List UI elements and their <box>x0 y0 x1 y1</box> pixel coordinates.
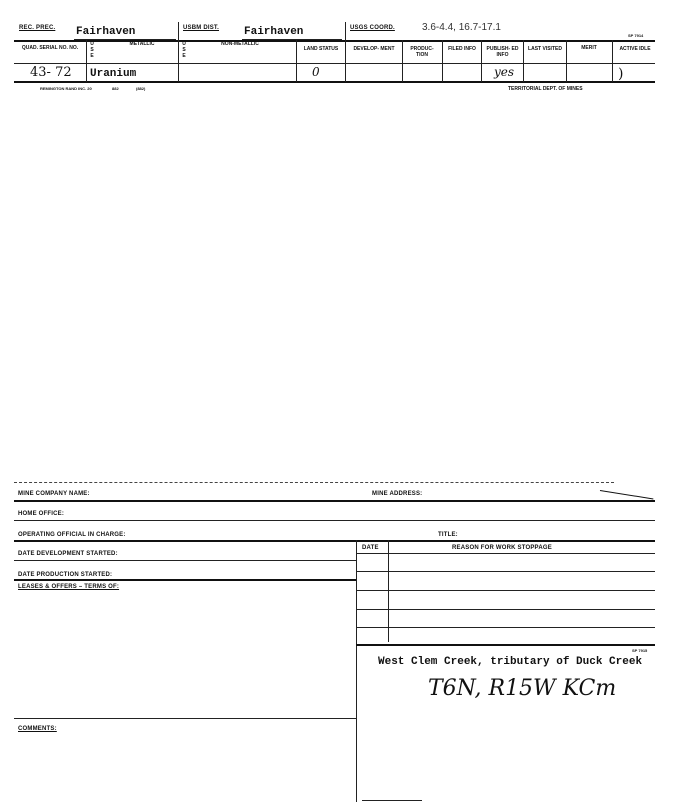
col-quad-serial: QUAD. SERIAL NO. NO. <box>21 45 79 51</box>
printer-code-2: (882) <box>136 86 146 91</box>
record-metallic: Uranium <box>90 68 137 80</box>
usgs-coord-value: 3.6-4.4, 16.7-17.1 <box>422 22 501 33</box>
record-quad-serial: 43- 72 <box>30 65 72 80</box>
col-production: PRODUC- TION <box>410 46 434 58</box>
col-divider <box>612 40 613 82</box>
usgs-coord-label: USGS COORD. <box>350 25 395 31</box>
pen-stroke <box>600 490 653 499</box>
stoppage-row-line <box>356 627 655 628</box>
back-line-comments <box>14 718 356 719</box>
stoppage-reason-header: REASON FOR WORK STOPPAGE <box>452 545 552 551</box>
col-nonmetallic: NON-METALLIC <box>221 41 259 47</box>
usbm-dist-label: USBM DIST. <box>183 25 220 31</box>
col-merit: MERIT <box>581 45 597 51</box>
stoppage-date-header: DATE <box>362 545 379 551</box>
col-development: DEVELOP- MENT <box>353 46 395 52</box>
col-divider <box>523 40 524 82</box>
stoppage-row-line <box>356 571 655 572</box>
comments-label: COMMENTS: <box>18 726 57 732</box>
col-divider <box>296 40 297 82</box>
location-typed: West Clem Creek, tributary of Duck Creek <box>378 656 643 668</box>
leases-label: LEASES & OFFERS – TERMS OF: <box>18 584 120 590</box>
record-land-status: 0 <box>312 65 320 79</box>
bottom-stub-line <box>362 800 422 801</box>
col-divider <box>178 22 179 82</box>
form-number-back: SP 7915 <box>632 648 648 653</box>
location-handwritten: T6N, R15W KCm <box>428 676 617 701</box>
mine-address-label: MINE ADDRESS: <box>372 491 423 497</box>
col-active-idle: ACTIVE IDLE <box>619 46 651 52</box>
col-divider <box>402 40 403 82</box>
back-line-1 <box>14 500 655 502</box>
col-divider <box>481 40 482 82</box>
table-top-line <box>14 40 655 42</box>
usbm-dist-value: Fairhaven <box>244 26 304 38</box>
col-published-info: PUBLISH- ED INFO <box>486 46 519 58</box>
title-label: TITLE: <box>438 532 458 538</box>
rec-prec-label: REC. PREC. <box>19 25 56 31</box>
col-nonmetallic-prefix: U S E <box>182 41 186 59</box>
department-label: TERRITORIAL DEPT. OF MINES <box>508 86 583 92</box>
table-header-bottom-line <box>14 63 655 64</box>
back-top-dashed-line <box>14 482 614 483</box>
home-office-label: HOME OFFICE: <box>18 511 65 517</box>
form-number-top: SP 7914 <box>628 33 644 38</box>
record-published-info: yes <box>494 65 515 79</box>
printer-label: REMINGTON RAND INC. 20 <box>40 86 92 91</box>
date-development-label: DATE DEVELOPMENT STARTED: <box>18 551 118 557</box>
col-divider <box>442 40 443 82</box>
back-line-2 <box>14 520 655 521</box>
back-line-3 <box>14 540 655 542</box>
col-land-status: LAND STATUS <box>303 46 339 52</box>
col-divider <box>345 22 346 82</box>
stoppage-row-line <box>356 609 655 610</box>
stoppage-row-line <box>356 590 655 591</box>
col-filed-info: FILED INFO <box>448 46 476 52</box>
operating-official-label: OPERATING OFFICIAL IN CHARGE: <box>18 532 126 538</box>
mine-company-name-label: MINE COMPANY NAME: <box>18 491 90 497</box>
date-production-label: DATE PRODUCTION STARTED: <box>18 572 113 578</box>
stoppage-left-border <box>356 540 357 802</box>
table-bottom-line <box>14 81 655 83</box>
back-line-4 <box>14 560 356 561</box>
col-metallic-prefix: U S E <box>90 41 94 59</box>
col-divider <box>566 40 567 82</box>
rec-prec-value: Fairhaven <box>76 26 136 38</box>
col-last-visited: LAST VISITED <box>528 46 562 52</box>
col-metallic: METALLIC <box>129 41 155 47</box>
record-active-idle: ) <box>618 66 624 82</box>
back-line-5 <box>14 579 356 581</box>
stoppage-header-line <box>356 553 655 554</box>
col-divider <box>86 40 87 82</box>
printer-code: 882 <box>112 86 119 91</box>
stoppage-bottom-line <box>356 644 655 646</box>
